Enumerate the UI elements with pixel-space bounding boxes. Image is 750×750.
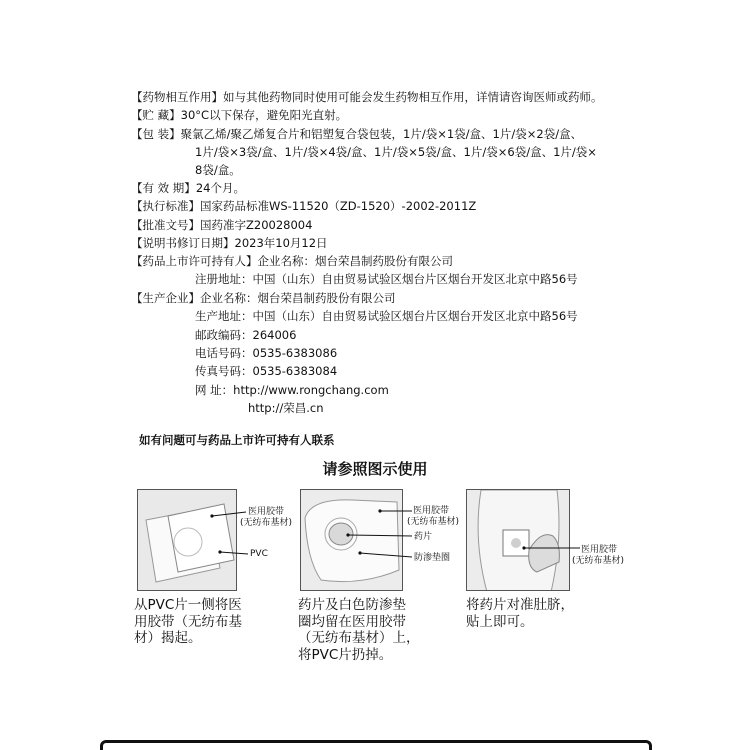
manufacturer-website-row xyxy=(195,381,389,399)
manufacturer-postcode: 邮政编码：264006 xyxy=(195,328,297,342)
bottom-border-frame xyxy=(100,740,652,750)
step-2-caption-line: 将PVC片扔掉。 xyxy=(298,646,393,663)
packaging-row xyxy=(131,125,582,143)
website-link[interactable]: http://www.rongchang.com xyxy=(233,383,389,397)
holder-name: 企业名称：烟台荣昌制药股份有限公司 xyxy=(257,254,453,268)
step-1-label-tape: 医用胶带 xyxy=(248,507,285,517)
website-label: 网 址： xyxy=(195,383,234,397)
step-3-caption-line: 贴上即可。 xyxy=(466,613,534,630)
website-link-2[interactable]: http://荣昌.cn xyxy=(248,401,324,415)
standard-label: 【执行标准】 xyxy=(131,199,200,213)
revision-label: 【说明书修订日期】 xyxy=(131,236,235,250)
packaging-line-1: 聚氯乙烯/聚乙烯复合片和铝塑复合袋包装，1片/袋×1袋/盒、1片/袋×2袋/盒、 xyxy=(180,127,583,141)
approval-row xyxy=(131,216,312,234)
step-3-leader-line xyxy=(520,540,582,554)
step-1-caption xyxy=(134,597,242,647)
interaction-text: 如与其他药物同时使用可能会发生药物相互作用，详情请咨询医师或药师。 xyxy=(223,90,603,104)
step-1-label-pvc: PVC xyxy=(250,549,268,559)
holder-label: 【药品上市许可持有人】 xyxy=(131,254,258,268)
manufacturer-name: 企业名称：烟台荣昌制药股份有限公司 xyxy=(200,291,396,305)
step-2-caption-line: （无纺布基材）上， xyxy=(298,630,420,646)
packaging-line-2: 1片/袋×3袋/盒、1片/袋×4袋/盒、1片/袋×5袋/盒、1片/袋×6袋/盒、1片/袋× xyxy=(195,145,597,159)
step-2-caption-line: 药片及白色防渗垫 xyxy=(298,597,406,613)
interaction-row xyxy=(131,88,603,106)
manufacturer-fax: 传真号码：0535-6383084 xyxy=(195,364,338,378)
step-2-label-ring: 防渗垫圈 xyxy=(414,553,451,563)
standard-text: 国家药品标准WS-11520（ZD-1520）-2002-2011Z xyxy=(200,199,477,213)
step-1-caption-line: 从PVC片一侧将医 xyxy=(134,597,242,613)
packaging-line-3: 8袋/盒。 xyxy=(195,163,241,177)
revision-text: 2023年10月12日 xyxy=(234,236,328,250)
guide-title: 请参照图示使用 xyxy=(322,460,428,478)
step-3-label-tape: 医用胶带 xyxy=(581,545,618,555)
step-3-caption-line: 将药片对准肚脐， xyxy=(466,597,574,613)
validity-row xyxy=(131,179,245,197)
packaging-label: 【包 装】 xyxy=(131,127,181,141)
approval-label: 【批准文号】 xyxy=(131,218,200,232)
step-2-label-tape: 医用胶带 xyxy=(413,506,450,516)
revision-row xyxy=(131,234,328,252)
storage-label: 【贮 藏】 xyxy=(131,108,181,122)
step-2-leader-lines xyxy=(340,505,416,560)
step-2-label-tablet: 药片 xyxy=(414,532,433,542)
contact-note: 如有问题可与药品上市许可持有人联系 xyxy=(139,433,335,447)
step-1-caption-line: 材）揭起。 xyxy=(134,630,202,646)
manufacturer-row xyxy=(131,289,396,307)
approval-text: 国药准字Z20028004 xyxy=(200,218,313,232)
interaction-label: 【药物相互作用】 xyxy=(131,90,223,104)
step-1-leader-lines xyxy=(210,508,255,558)
step-2-caption-line: 圈均留在医用胶带 xyxy=(298,613,406,630)
step-3-caption xyxy=(466,597,574,630)
validity-label: 【有 效 期】 xyxy=(131,181,196,195)
step-2-caption xyxy=(298,597,420,663)
holder-row xyxy=(131,252,453,270)
step-1-caption-line: 用胶带（无纺布基 xyxy=(134,613,242,630)
manufacturer-phone: 电话号码：0535-6383086 xyxy=(195,346,338,360)
storage-row xyxy=(131,106,347,124)
step-1-label-tape-sub: (无纺布基材) xyxy=(240,518,293,528)
validity-text: 24个月。 xyxy=(195,181,245,195)
standard-row xyxy=(131,197,476,215)
step-3-label-tape-sub: (无纺布基材) xyxy=(572,556,625,566)
manufacturer-address: 生产地址：中国（山东）自由贸易试验区烟台片区烟台开发区北京中路56号 xyxy=(195,309,578,323)
storage-text: 30°C以下保存，避免阳光直射。 xyxy=(180,108,348,122)
manufacturer-label: 【生产企业】 xyxy=(131,291,200,305)
holder-address: 注册地址：中国（山东）自由贸易试验区烟台片区烟台开发区北京中路56号 xyxy=(195,272,578,286)
step-2-label-tape-sub: (无纺布基材) xyxy=(407,517,460,527)
